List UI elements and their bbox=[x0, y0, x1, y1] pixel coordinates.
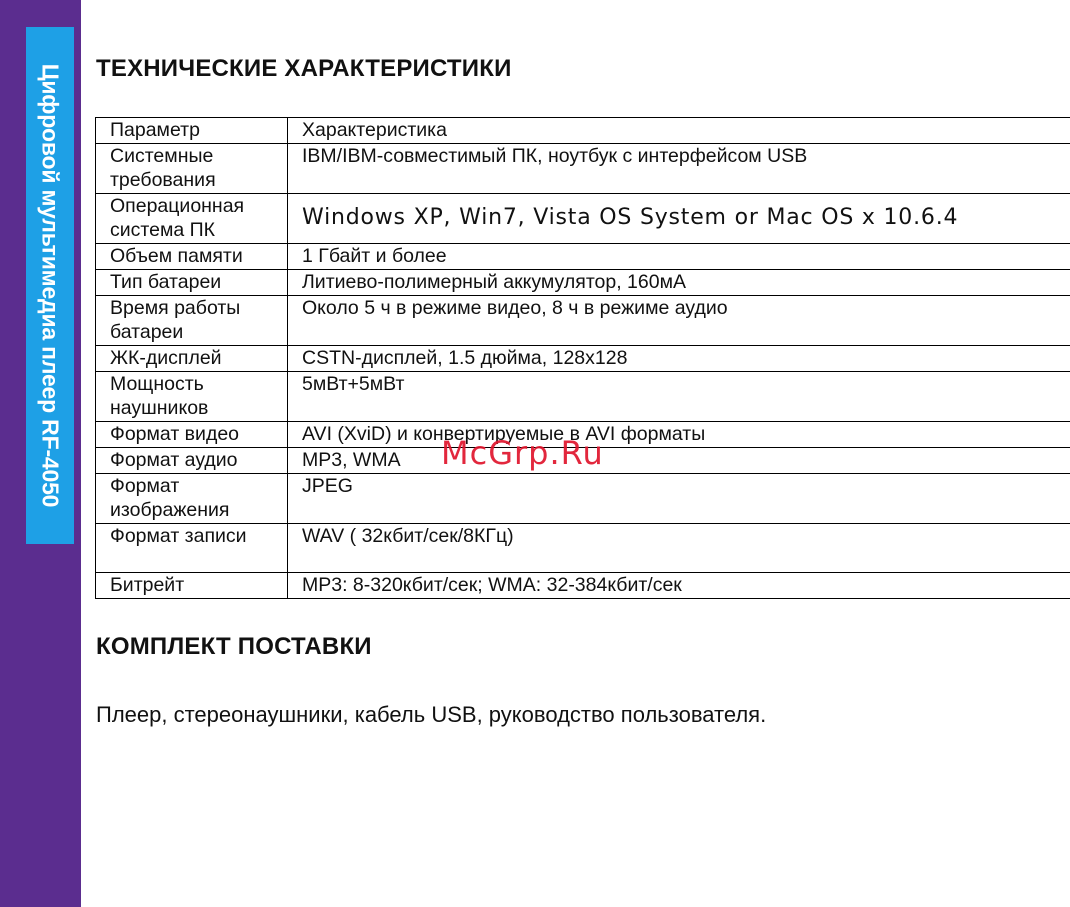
row-param: ЖК-дисплей bbox=[96, 346, 288, 372]
row-param: Мощность наушников bbox=[96, 372, 288, 422]
row-param: Тип батареи bbox=[96, 270, 288, 296]
row-value: MP3, WMA bbox=[288, 448, 1070, 474]
header-value: Характеристика bbox=[288, 118, 1070, 144]
row-param: Формат записи bbox=[96, 524, 288, 573]
specs-table bbox=[95, 117, 1070, 599]
table-row bbox=[96, 194, 1070, 244]
table-row bbox=[96, 270, 1070, 296]
table-row bbox=[96, 372, 1070, 422]
header-param: Параметр bbox=[96, 118, 288, 144]
kit-contents: Плеер, стереонаушники, кабель USB, руководство пользователя. bbox=[96, 702, 767, 727]
table-header-row bbox=[96, 118, 1070, 144]
row-value: MP3: 8-320кбит/сек; WMA: 32-384кбит/сек bbox=[288, 573, 1070, 599]
row-value: Около 5 ч в режиме видео, 8 ч в режиме аудио bbox=[288, 296, 1070, 346]
row-value: JPEG bbox=[288, 474, 1070, 524]
row-param: Формат аудио bbox=[96, 448, 288, 474]
row-param: Формат изображения bbox=[96, 474, 288, 524]
sidebar-strip bbox=[0, 0, 81, 907]
row-param: Формат видео bbox=[96, 422, 288, 448]
row-value: WAV ( 32кбит/сек/8КГц) bbox=[288, 524, 1070, 573]
row-value: AVI (XviD) и конвертируемые в AVI форматы bbox=[288, 422, 1070, 448]
row-value: Литиево-полимерный аккумулятор, 160мА bbox=[288, 270, 1070, 296]
sidebar-product-label bbox=[26, 27, 74, 544]
table-row bbox=[96, 144, 1070, 194]
row-param: Операционная система ПК bbox=[96, 194, 288, 244]
row-value: 1 Гбайт и более bbox=[288, 244, 1070, 270]
row-value: Windows XP, Win7, Vista OS System or Mac OS x 10.6.4 bbox=[288, 194, 1070, 244]
row-value: CSTN-дисплей, 1.5 дюйма, 128x128 bbox=[288, 346, 1070, 372]
row-param: Системные требования bbox=[96, 144, 288, 194]
table-row bbox=[96, 573, 1070, 599]
specs-heading: ТЕХНИЧЕСКИЕ ХАРАКТЕРИСТИКИ bbox=[96, 55, 512, 82]
kit-heading: КОМПЛЕКТ ПОСТАВКИ bbox=[96, 633, 372, 660]
table-row bbox=[96, 474, 1070, 524]
row-param: Объем памяти bbox=[96, 244, 288, 270]
table-row bbox=[96, 296, 1070, 346]
row-param: Битрейт bbox=[96, 573, 288, 599]
sidebar-product-text: Цифровой мультимедиа плеер RF-4050 bbox=[37, 63, 64, 508]
table-row bbox=[96, 244, 1070, 270]
row-param: Время работы батареи bbox=[96, 296, 288, 346]
row-value: IBM/IBM-совместимый ПК, ноутбук с интерфейсом USB bbox=[288, 144, 1070, 194]
table-row bbox=[96, 346, 1070, 372]
row-value: 5мВт+5мВт bbox=[288, 372, 1070, 422]
table-row bbox=[96, 524, 1070, 573]
watermark: McGrp.Ru bbox=[441, 434, 604, 472]
